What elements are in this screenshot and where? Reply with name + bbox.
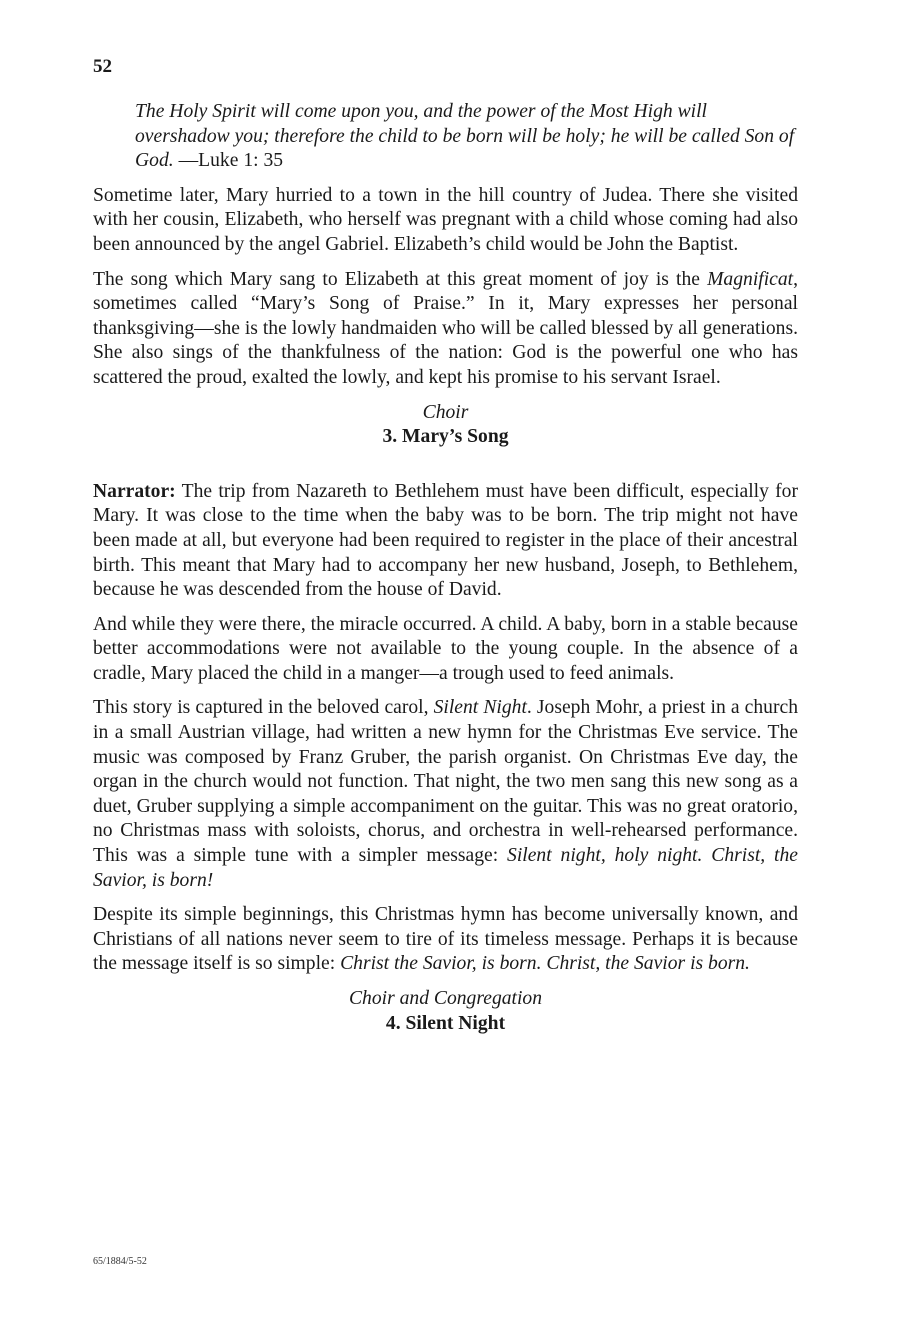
italic-title: Silent Night [433,697,527,719]
paragraph-text: The trip from Nazareth to Bethlehem must have been difficult, especially for Mary. It was close to the time when the baby was to be born. The trip might not have been made at all, but everyone had been required to register in the place of their ancestral birth. This meant that Mary had to accompany her new husband, Joseph, to Bethlehem, because he was descended from the house of David. [93,480,798,601]
paragraph-miracle: And while they were there, the miracle occurred. A child. A baby, born in a stable because better accommodations were not available to the young couple. In the absence of a cradle, Mary placed the child in a manger—a trough used to feed animals. [93,613,798,684]
paragraph-text: The song which Mary sang to Elizabeth at this great moment of joy is the [93,268,708,290]
paragraph-narrator [93,480,798,603]
section-heading-silent-night [93,987,798,1036]
paragraph-visit: Sometime later, Mary hurried to a town in the hill country of Judea. There she visited with her cousin, Elizabeth, who herself was pregnant with a child whose coming had also been announced by the angel Gabriel. Elizabeth’s child would be John the Baptist. [93,184,798,255]
paragraph-hymn-legacy [93,903,798,977]
section-spacer [93,450,798,480]
paragraph-text: . Joseph Mohr, a priest in a church in a small Austrian village, had written a new hymn for the Christmas Eve service. The music was composed by Franz Gruber, the parish organist. On Christmas Eve day, the organ in the church would not function. That night, the two men sang this new song as a duet, Gruber supplying a simple accompaniment on the guitar. This was no great oratorio, no Christmas mass with soloists, chorus, and orchestra in well-rehearsed performance. This was a simple tune with a simpler message: [93,697,798,867]
paragraph-silent-night-story [93,696,798,893]
section-heading-marys-song [93,401,798,450]
section-title: 3. Mary’s Song [382,426,509,448]
paragraph-text: Despite its simple beginnings, this Christmas hymn has become universally known, and Christians of all nations never seem to tire of its timeless message. Perhaps it is because the message itself is so simple: [93,904,798,975]
speaker-label: Narrator: [93,480,176,502]
italic-lyric: Silent night, holy night. Christ, the Savior, is born! [93,845,798,891]
page-number: 52 [93,56,112,77]
paragraph-text: This story is captured in the beloved carol, [93,697,434,719]
page-content [93,100,798,1036]
scripture-quote [135,100,798,174]
paragraph-text: , sometimes called “Mary’s Song of Praise.” In it, Mary expresses her personal thanksgiving—she is the lowly handmaiden who will be called blessed by all generations. She also sings of the thankfulness of the nation: God is the powerful one who has scattered the proud, exalted the lowly, and kept his promise to his servant Israel. [93,268,798,388]
section-performer: Choir [422,401,469,423]
footer-code: 65/1884/5-52 [93,1256,147,1267]
paragraph-magnificat [93,268,798,391]
quote-text: The Holy Spirit will come upon you, and the power of the Most High will overshadow you; therefore the child to be born will be holy; he will be called Son of God. [135,101,795,172]
section-performer: Choir and Congregation [348,988,543,1009]
italic-term: Magnificat [707,268,794,290]
quote-citation: —Luke 1: 35 [178,150,284,172]
italic-lyric: Christ the Savior, is born. Christ, the Savior is born. [340,953,750,975]
section-title: 4. Silent Night [385,1012,506,1034]
